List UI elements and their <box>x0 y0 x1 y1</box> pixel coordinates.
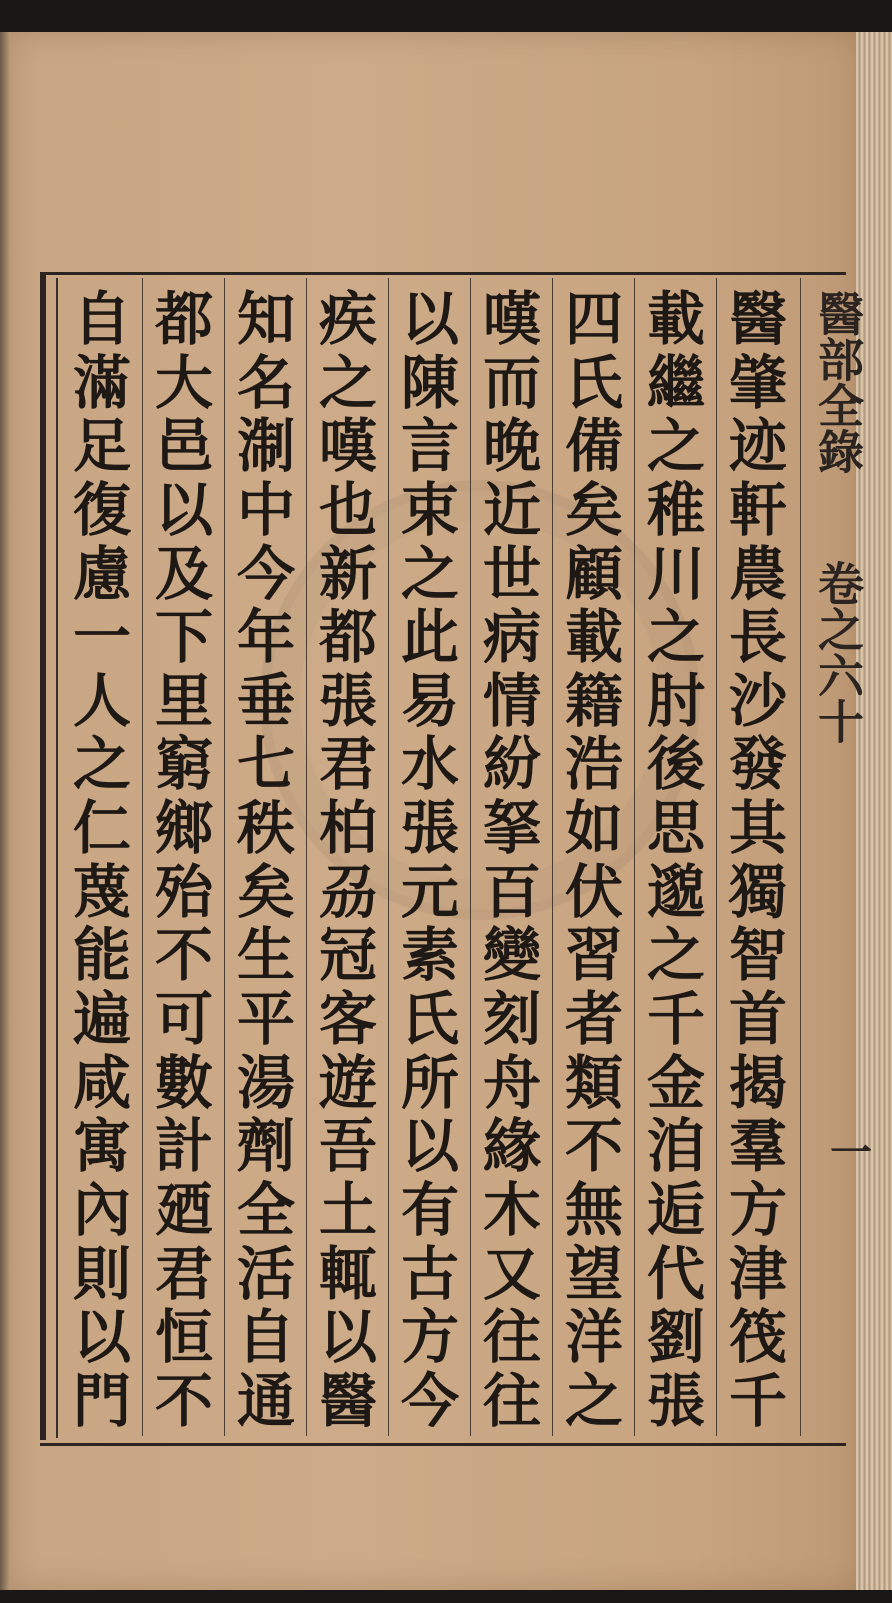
column-character: 而 <box>482 348 541 417</box>
column-character: 有 <box>400 1175 459 1244</box>
column-character: 今 <box>400 1366 459 1435</box>
column-character: 輒 <box>318 1239 377 1308</box>
column-character: 遍 <box>72 985 131 1054</box>
column-character: 矣 <box>236 857 295 926</box>
column-character: 之 <box>564 1366 623 1435</box>
column-character: 方 <box>728 1175 787 1244</box>
column-character: 平 <box>236 985 295 1054</box>
column-character: 生 <box>236 921 295 990</box>
column-character: 不 <box>564 1112 623 1181</box>
column-character: 載 <box>564 603 623 672</box>
column-character: 名 <box>236 348 295 417</box>
column-character: 以 <box>318 1303 377 1372</box>
column-character: 近 <box>482 475 541 544</box>
column-character: 千 <box>646 985 705 1054</box>
column-character: 醫 <box>728 285 787 353</box>
column-character: 可 <box>154 985 213 1054</box>
column-character: 類 <box>564 1048 623 1117</box>
column-character: 世 <box>482 539 541 608</box>
column-character: 則 <box>72 1239 131 1308</box>
column-character: 門 <box>72 1366 131 1435</box>
column-character: 邑 <box>154 412 213 481</box>
column-character: 都 <box>154 285 213 353</box>
column-character: 智 <box>728 921 787 990</box>
column-character: 張 <box>646 1366 705 1435</box>
column-character: 思 <box>646 794 705 863</box>
column-character: 秩 <box>236 794 295 863</box>
column-character: 知 <box>236 285 295 353</box>
column-character: 窮 <box>154 730 213 799</box>
column-character: 嘆 <box>482 285 541 353</box>
column-character: 張 <box>400 794 459 863</box>
column-character: 柏 <box>318 794 377 863</box>
column-character: 素 <box>400 921 459 990</box>
column-character: 足 <box>72 412 131 481</box>
column-character: 數 <box>154 1048 213 1117</box>
column-character: 肘 <box>646 666 705 735</box>
text-column <box>230 285 302 1435</box>
column-character: 此 <box>400 603 459 672</box>
column-character: 廼 <box>154 1175 213 1244</box>
column-character: 首 <box>728 985 787 1054</box>
column-character: 人 <box>72 666 131 735</box>
column-character: 之 <box>646 921 705 990</box>
text-column <box>640 285 712 1435</box>
column-character: 大 <box>154 348 213 417</box>
column-character: 之 <box>646 412 705 481</box>
column-character: 仁 <box>72 794 131 863</box>
column-character: 載 <box>646 285 705 353</box>
column-character: 咸 <box>72 1048 131 1117</box>
column-character: 津 <box>728 1239 787 1308</box>
column-character: 不 <box>154 921 213 990</box>
column-character: 稚 <box>646 475 705 544</box>
column-character: 能 <box>72 921 131 990</box>
column-rule <box>388 278 389 1436</box>
column-character: 劑 <box>236 1112 295 1181</box>
column-character: 恒 <box>154 1303 213 1372</box>
page-gutter <box>0 32 10 1590</box>
column-character: 七 <box>236 730 295 799</box>
column-character: 自 <box>72 285 131 353</box>
column-character: 情 <box>482 666 541 735</box>
column-character: 如 <box>564 794 623 863</box>
column-character: 川 <box>646 539 705 608</box>
column-character: 湯 <box>236 1048 295 1117</box>
column-character: 醫 <box>318 1366 377 1435</box>
column-character: 疾 <box>318 285 377 353</box>
column-character: 繼 <box>646 348 705 417</box>
column-character: 迹 <box>728 412 787 481</box>
column-character: 變 <box>482 921 541 990</box>
column-character: 肇 <box>728 348 787 417</box>
column-character: 所 <box>400 1048 459 1117</box>
column-character: 吾 <box>318 1112 377 1181</box>
column-character: 以 <box>154 475 213 544</box>
frame-left-border <box>40 272 46 1440</box>
column-character: 束 <box>400 475 459 544</box>
column-character: 君 <box>154 1239 213 1308</box>
column-character: 緣 <box>482 1112 541 1181</box>
column-character: 自 <box>236 1303 295 1372</box>
column-character: 蔑 <box>72 857 131 926</box>
column-character: 後 <box>646 730 705 799</box>
text-column <box>394 285 466 1435</box>
column-character: 紛 <box>482 730 541 799</box>
column-character: 年 <box>236 603 295 672</box>
column-character: 以 <box>72 1303 131 1372</box>
column-rule <box>306 278 307 1436</box>
column-character: 新 <box>318 539 377 608</box>
column-character: 古 <box>400 1239 459 1308</box>
column-character: 筏 <box>728 1303 787 1372</box>
column-character: 金 <box>646 1048 705 1117</box>
column-character: 病 <box>482 603 541 672</box>
column-character: 滿 <box>72 348 131 417</box>
column-character: 之 <box>400 539 459 608</box>
column-character: 一 <box>72 603 131 672</box>
column-character: 刕 <box>318 857 377 926</box>
column-character: 通 <box>236 1366 295 1435</box>
column-character: 之 <box>646 603 705 672</box>
text-column <box>722 285 794 1435</box>
column-rule <box>470 278 471 1436</box>
column-character: 下 <box>154 603 213 672</box>
column-character: 刻 <box>482 985 541 1054</box>
column-character: 客 <box>318 985 377 1054</box>
column-character: 長 <box>728 603 787 672</box>
column-character: 易 <box>400 666 459 735</box>
column-rule <box>634 278 635 1436</box>
frame-left-inner-border <box>56 278 58 1438</box>
column-rule <box>552 278 553 1436</box>
column-character: 鄉 <box>154 794 213 863</box>
column-character: 者 <box>564 985 623 1054</box>
column-character: 之 <box>72 730 131 799</box>
column-character: 也 <box>318 475 377 544</box>
column-character: 殆 <box>154 857 213 926</box>
column-character: 氏 <box>564 348 623 417</box>
column-character: 張 <box>318 666 377 735</box>
column-character: 以 <box>400 285 459 353</box>
column-character: 晚 <box>482 412 541 481</box>
column-character: 君 <box>318 730 377 799</box>
column-character: 土 <box>318 1175 377 1244</box>
column-character: 籍 <box>564 666 623 735</box>
column-character: 遊 <box>318 1048 377 1117</box>
column-character: 羣 <box>728 1112 787 1181</box>
column-character: 其 <box>728 794 787 863</box>
column-character: 陳 <box>400 348 459 417</box>
column-character: 復 <box>72 475 131 544</box>
column-character: 今 <box>236 539 295 608</box>
column-character: 氏 <box>400 985 459 1054</box>
column-character: 習 <box>564 921 623 990</box>
text-column <box>312 285 384 1435</box>
column-character: 言 <box>400 412 459 481</box>
column-character: 望 <box>564 1239 623 1308</box>
column-character: 揭 <box>728 1048 787 1117</box>
column-character: 之 <box>318 348 377 417</box>
column-character: 又 <box>482 1239 541 1308</box>
column-character: 百 <box>482 857 541 926</box>
column-character: 沙 <box>728 666 787 735</box>
text-column <box>66 285 138 1435</box>
column-character: 淛 <box>236 412 295 481</box>
column-character: 中 <box>236 475 295 544</box>
column-character: 不 <box>154 1366 213 1435</box>
column-character: 逅 <box>646 1175 705 1244</box>
column-character: 洋 <box>564 1303 623 1372</box>
banxin-title: 醫部全錄 <box>811 290 865 474</box>
column-character: 無 <box>564 1175 623 1244</box>
column-character: 舟 <box>482 1048 541 1117</box>
text-column <box>476 285 548 1435</box>
column-rule <box>142 278 143 1436</box>
page-stack-edge <box>856 32 892 1590</box>
column-rule <box>716 278 717 1436</box>
column-rule <box>224 278 225 1436</box>
column-character: 垂 <box>236 666 295 735</box>
column-character: 邈 <box>646 857 705 926</box>
column-character: 洎 <box>646 1112 705 1181</box>
column-character: 全 <box>236 1175 295 1244</box>
column-character: 伏 <box>564 857 623 926</box>
column-character: 計 <box>154 1112 213 1181</box>
column-character: 水 <box>400 730 459 799</box>
column-character: 嘆 <box>318 412 377 481</box>
banxin-volume: 卷之六十 <box>811 560 865 744</box>
column-character: 里 <box>154 666 213 735</box>
column-character: 發 <box>728 730 787 799</box>
column-character: 及 <box>154 539 213 608</box>
column-character: 軒 <box>728 475 787 544</box>
column-character: 浩 <box>564 730 623 799</box>
column-character: 備 <box>564 412 623 481</box>
column-character: 方 <box>400 1303 459 1372</box>
banxin-page-number: 一 <box>830 1128 873 1177</box>
column-character: 往 <box>482 1303 541 1372</box>
column-character: 劉 <box>646 1303 705 1372</box>
column-character: 寓 <box>72 1112 131 1181</box>
text-column <box>558 285 630 1435</box>
column-character: 往 <box>482 1366 541 1435</box>
column-character: 代 <box>646 1239 705 1308</box>
column-character: 冠 <box>318 921 377 990</box>
column-character: 顧 <box>564 539 623 608</box>
column-character: 農 <box>728 539 787 608</box>
column-character: 元 <box>400 857 459 926</box>
column-character: 木 <box>482 1175 541 1244</box>
column-character: 活 <box>236 1239 295 1308</box>
column-character: 拏 <box>482 794 541 863</box>
column-character: 以 <box>400 1112 459 1181</box>
column-character: 獨 <box>728 857 787 926</box>
column-character: 都 <box>318 603 377 672</box>
text-column <box>148 285 220 1435</box>
column-character: 矣 <box>564 475 623 544</box>
column-character: 千 <box>728 1366 787 1435</box>
column-character: 四 <box>564 285 623 353</box>
column-character: 慮 <box>72 539 131 608</box>
column-character: 內 <box>72 1175 131 1244</box>
